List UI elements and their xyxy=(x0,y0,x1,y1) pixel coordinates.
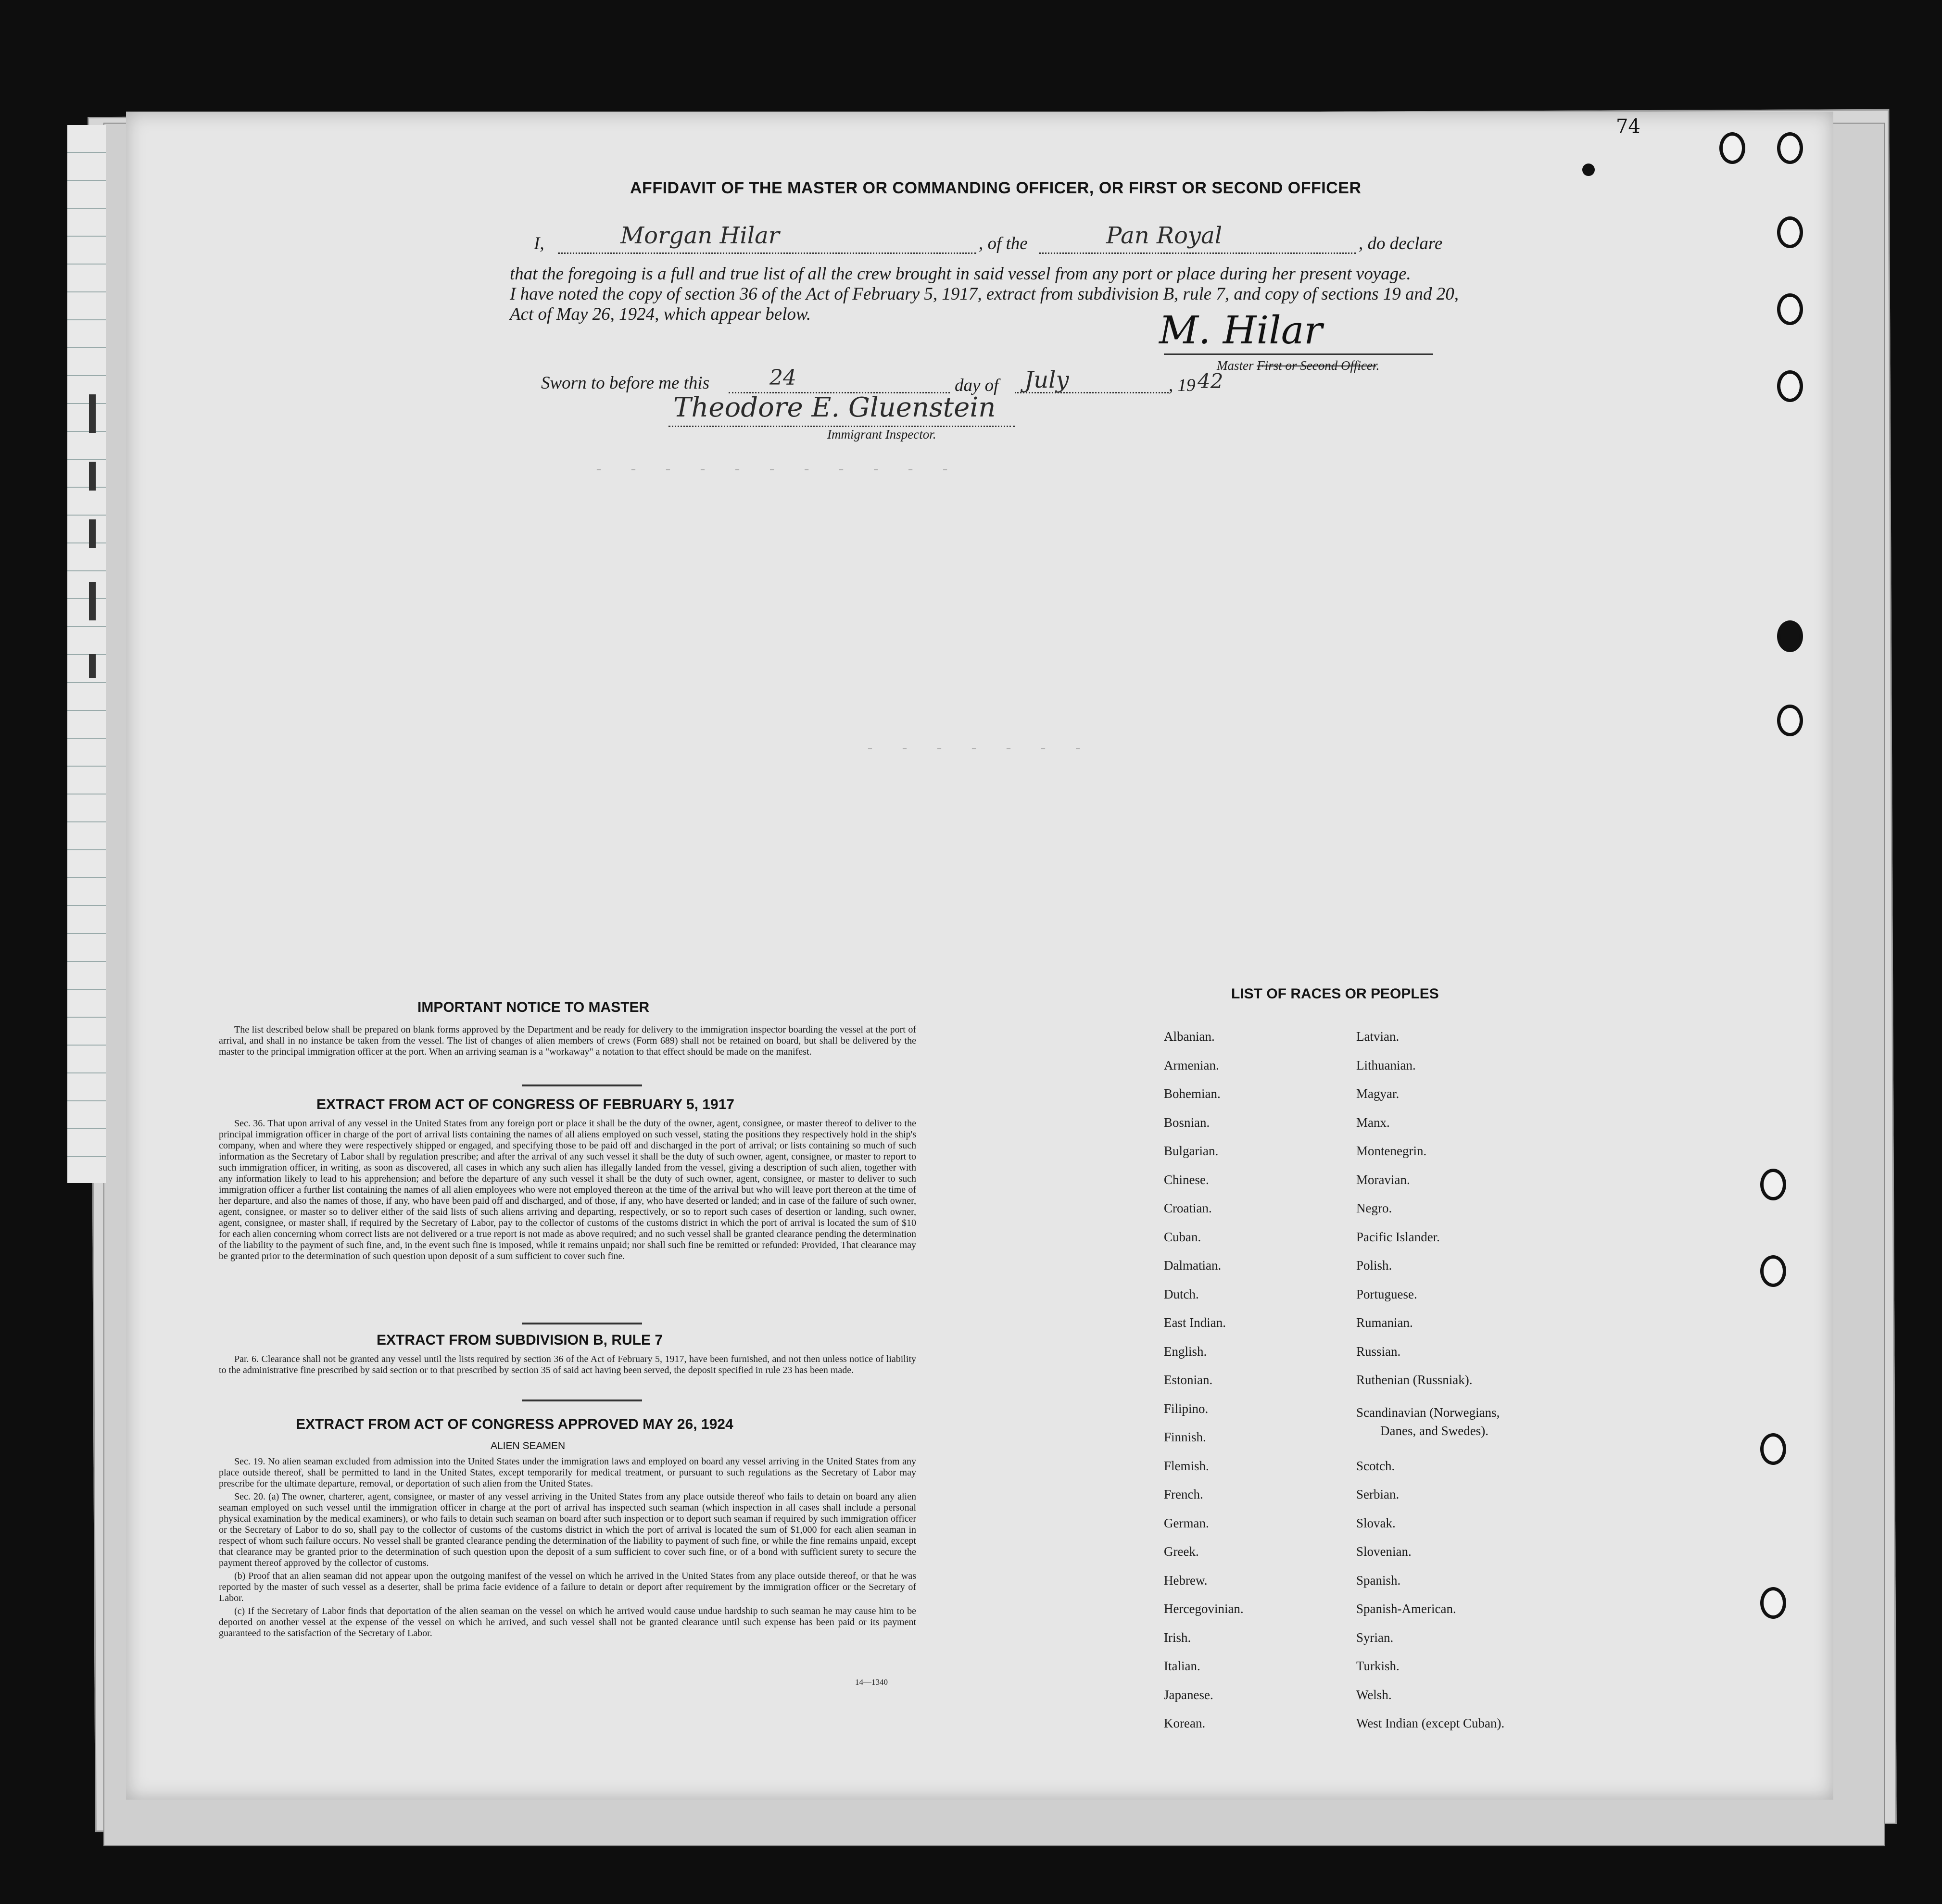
alien-seamen-subtitle: ALIEN SEAMEN xyxy=(491,1440,566,1451)
race-right-item: Spanish. xyxy=(1356,1573,1401,1588)
par-6-paragraph: Par. 6. Clearance shall not be granted any vessel until the lists required by section 36 of the Act of February 5, 1917, have been furnished, and not then unless notice of liability to the administrative fine prescribed by said section or to that prescribed by section 35 of said act having been served, the deposit specified in rule 23 has been made. xyxy=(219,1354,916,1375)
affidavit-line-1: that the foregoing is a full and true list of all the crew brought in said vessel from any port or place during her present voyage. xyxy=(510,264,1411,284)
subdivision-b-body xyxy=(219,1354,916,1378)
affidavit-i: I, xyxy=(534,234,544,253)
race-left-item: Flemish. xyxy=(1164,1459,1209,1473)
race-left-item: Greek. xyxy=(1164,1544,1199,1559)
race-left-item: Chinese. xyxy=(1164,1173,1209,1187)
race-right-item: Montenegrin. xyxy=(1356,1144,1427,1158)
year-prefix: , 19 xyxy=(1169,376,1196,395)
extract-1917-body xyxy=(219,1118,916,1264)
master-signature: M. Hilar xyxy=(1159,308,1323,353)
binding-hole xyxy=(1760,1169,1786,1200)
binding-hole xyxy=(1777,132,1803,164)
binding-hole xyxy=(1760,1433,1786,1465)
bleed-through-text: - - - - - - - - - - - xyxy=(577,462,950,478)
race-left-item: Cuban. xyxy=(1164,1230,1201,1244)
binding-hole xyxy=(1777,370,1803,402)
race-left-item: English. xyxy=(1164,1344,1207,1359)
binding-hole xyxy=(1760,1587,1786,1619)
race-left-item: Croatian. xyxy=(1164,1201,1212,1215)
master-word: Master xyxy=(1217,358,1254,373)
vessel-fill-line xyxy=(1039,252,1356,254)
master-title xyxy=(1217,358,1379,373)
sec-19-paragraph: Sec. 19. No alien seaman excluded from admission into the United States under the immigration laws and employed on board any vessel arriving in the United States from any place outside thereof, shall be permitted to land in the United States, except temporarily for medical treatment, or pursuant to such regulations as the Secretary of Labor may prescribe for the ultimate departure, removal, or deportation of such alien from the United States. xyxy=(219,1456,916,1489)
day-of-label: day of xyxy=(955,376,999,395)
race-left-item: Armenian. xyxy=(1164,1058,1219,1072)
race-right-item: Slovak. xyxy=(1356,1516,1396,1530)
sec-20c-paragraph: (c) If the Secretary of Labor finds that deportation of the alien seaman on the vessel on which he arrived would cause undue hardship to such seaman he may cause him to be deported on another vessel at the expense of the vessel on which he arrived, and such vessel shall not be granted clearance until such expense has been paid or its payment guaranteed to the satisfaction of the Secretary of Labor. xyxy=(219,1606,916,1639)
race-right-item: Scandinavian (Norwegians, xyxy=(1356,1405,1500,1420)
race-right-item: Pacific Islander. xyxy=(1356,1230,1440,1244)
affidavit-title: AFFIDAVIT OF THE MASTER OR COMMANDING OFFICER, OR FIRST OR SECOND OFFICER xyxy=(630,179,1362,197)
notice-body xyxy=(219,1024,916,1059)
race-left-item: Korean. xyxy=(1164,1716,1206,1730)
inspector-title: Immigrant Inspector. xyxy=(827,427,936,441)
race-right-item: Polish. xyxy=(1356,1258,1392,1273)
race-left-item: Irish. xyxy=(1164,1630,1191,1645)
binding-hole xyxy=(1777,620,1803,652)
race-right-item: Ruthenian (Russniak). xyxy=(1356,1373,1473,1387)
race-left-item: Finnish. xyxy=(1164,1430,1206,1444)
race-left-item: Italian. xyxy=(1164,1659,1200,1673)
race-right-item: Magyar. xyxy=(1356,1086,1400,1101)
race-left-item: Estonian. xyxy=(1164,1373,1213,1387)
inspector-signature: Theodore E. Gluenstein xyxy=(673,392,996,423)
sec-36-paragraph: Sec. 36. That upon arrival of any vessel in the United States from any foreign port or place it shall be the duty of the owner, agent, consignee, or master thereof to deliver to the principal immigration officer in charge of the port of arrival lists containing the names of all aliens employed on such vessel, stating the positions they respectively hold in the ship's company, when and where they were respectively shipped or engaged, and specifying those to be paid off and discharged in the port of arrival; or lists containing so much of such information as the Secretary of Labor shall by regulation prescribe; and after the arrival of any such vessel it shall be the duty of such owner, agent, consignee, or master to report to such immigration officer, in writing, as soon as discovered, all cases in which any such alien has illegally landed from the vessel, giving a description of such alien, together with any information likely to lead to his apprehension; and before the departure of any such vessel it shall be the duty of such owner, agent, consignee, or master to deliver to such immigration officer a further list containing the names of all alien employees who were not employed thereon at the time of the arrival but who will leave port thereon at the time of her departure, and also the names of those, if any, who have been paid off and discharged, and of those, if any, who have deserted or landed; and in case of the failure of such owner, agent, consignee, or master so to deliver either of the said lists of such aliens arriving and departing, respectively, or so to report such cases of desertion or landing, such owner, agent, consignee, or master shall, if required by the Secretary of Labor, pay to the collector of customs of the customs district in which the port of arrival is located the sum of $10 for each alien concerning whom correct lists are not delivered or a true report is not made as above required; and no such vessel shall be granted clearance pending the determination of the liability to the payment of such fine, and, in the event such fine is imposed, while it remains unpaid; nor shall such fine be remitted or refunded: Provided, That clearance may be granted prior to the determination of such question upon deposit of a sum sufficient to cover such fine. xyxy=(219,1118,916,1261)
divider xyxy=(522,1400,642,1401)
do-declare-label: , do declare xyxy=(1359,234,1443,253)
binding-hole xyxy=(1777,216,1803,248)
affidavit-line-2: I have noted the copy of section 36 of the Act of February 5, 1917, extract from subdivision B, rule 7, and copy of sections 19 and 20, xyxy=(510,284,1459,304)
race-left-item: Japanese. xyxy=(1164,1688,1213,1702)
divider xyxy=(522,1323,642,1324)
sworn-month: July xyxy=(1024,366,1069,393)
binding-hole xyxy=(1760,1255,1786,1287)
notice-paragraph: The list described below shall be prepared on blank forms approved by the Department and be ready for delivery to the immigration inspector boarding the vessel at the port of arrival, and shall in no instance be taken from the vessel. The list of changes of alien members of crews (Form 689) shall not be retained on board, but shall be delivered by the master to the principal immigration officer at the port. When an arriving seaman is a "workaway" a notation to that effect should be made on the manifest. xyxy=(219,1024,916,1057)
race-right-item: Slovenian. xyxy=(1356,1544,1412,1559)
races-title: LIST OF RACES OR PEOPLES xyxy=(1231,986,1439,1002)
extract-1917-title: EXTRACT FROM ACT OF CONGRESS OF FEBRUARY 5, 1917 xyxy=(316,1097,734,1112)
race-right-item: Russian. xyxy=(1356,1344,1401,1359)
binding-hole xyxy=(1777,705,1803,736)
extract-1924-body xyxy=(219,1456,916,1641)
binding-hole xyxy=(1777,293,1803,325)
race-right-item: Moravian. xyxy=(1356,1173,1410,1187)
sworn-day: 24 xyxy=(769,366,796,390)
binding-hole xyxy=(1719,132,1745,164)
sec-20b-paragraph: (b) Proof that an alien seaman did not appear upon the outgoing manifest of the vessel on which he arrived in the United States from any place outside thereof, or that he was reported by the master of such vessel as a deserter, shall be prima facie evidence of a failure to detain or deport after requirement by the immigration officer or the Secretary of Labor. xyxy=(219,1571,916,1603)
signature-line xyxy=(1164,353,1433,355)
race-right-item: Manx. xyxy=(1356,1115,1390,1130)
race-right-item: Portuguese. xyxy=(1356,1287,1417,1301)
sworn-label: Sworn to before me this xyxy=(541,373,710,393)
affidavit-line-3: Act of May 26, 1924, which appear below. xyxy=(510,304,811,324)
race-right-item: Turkish. xyxy=(1356,1659,1400,1673)
of-the-label: , of the xyxy=(979,234,1028,253)
sec-20a-paragraph: Sec. 20. (a) The owner, charterer, agent, consignee, or master of any vessel arriving in the United States from any place outside thereof who fails to detain on board any alien seaman employed on such vessel until the immigration officer in charge at the port of arrival has inspected such seaman (which inspection in all cases shall include a personal physical examination by the medical examiners), or who fails to detain such seaman on board after such inspection or to deport such seaman if required by such immigration officer or the Secretary of Labor to do so, shall pay to the collector of customs of the customs district in which the port of arrival is located the sum of $1,000 for each alien seaman in respect of whom such failure occurs. No vessel shall be granted clearance pending the determination of the liability to payment of such fine, or while the fine remains unpaid, except that clearance may be granted prior to the determination of such question upon the deposit of a sum sufficient to cover such fine, or of a bond with sufficient surety to secure the payment thereof approved by the collector of customs. xyxy=(219,1491,916,1568)
race-right-item: West Indian (except Cuban). xyxy=(1356,1716,1505,1730)
form-number: 14—1340 xyxy=(855,1677,888,1687)
race-left-item: Hebrew. xyxy=(1164,1573,1208,1588)
struck-officer-title: First or Second Officer xyxy=(1257,358,1376,373)
name-fill-line xyxy=(558,252,976,254)
vessel-name: Pan Royal xyxy=(1106,222,1223,249)
race-left-item: Bulgarian. xyxy=(1164,1144,1219,1158)
race-right-item: Spanish-American. xyxy=(1356,1601,1456,1616)
race-right-item: Rumanian. xyxy=(1356,1315,1413,1330)
left-ledger-strip xyxy=(67,125,106,1183)
master-name: Morgan Hilar xyxy=(620,222,780,249)
race-right-item: Welsh. xyxy=(1356,1688,1392,1702)
sworn-year: 42 xyxy=(1198,369,1223,393)
race-left-item: German. xyxy=(1164,1516,1209,1530)
race-left-item: Dalmatian. xyxy=(1164,1258,1222,1273)
bleed-through-text: - - - - - - - xyxy=(866,741,1083,757)
race-left-item: Bohemian. xyxy=(1164,1086,1221,1101)
race-right-item: Serbian. xyxy=(1356,1487,1400,1501)
race-left-item: East Indian. xyxy=(1164,1315,1226,1330)
race-left-item: Filipino. xyxy=(1164,1401,1209,1416)
corner-mark: 74 xyxy=(1616,115,1640,138)
race-right-item: Danes, and Swedes). xyxy=(1380,1424,1488,1438)
race-left-item: Bosnian. xyxy=(1164,1115,1210,1130)
race-right-item: Negro. xyxy=(1356,1201,1392,1215)
race-left-item: Albanian. xyxy=(1164,1029,1215,1044)
race-left-item: Hercegovinian. xyxy=(1164,1601,1244,1616)
race-right-item: Scotch. xyxy=(1356,1459,1395,1473)
race-left-item: Dutch. xyxy=(1164,1287,1199,1301)
notice-title: IMPORTANT NOTICE TO MASTER xyxy=(417,999,650,1015)
race-right-item: Latvian. xyxy=(1356,1029,1400,1044)
master-title-end: . xyxy=(1376,358,1380,373)
subdivision-b-title: EXTRACT FROM SUBDIVISION B, RULE 7 xyxy=(377,1332,663,1348)
punch-mark xyxy=(1582,164,1595,176)
race-right-item: Syrian. xyxy=(1356,1630,1394,1645)
race-left-item: French. xyxy=(1164,1487,1203,1501)
extract-1924-title: EXTRACT FROM ACT OF CONGRESS APPROVED MAY 26, 1924 xyxy=(296,1416,733,1432)
divider xyxy=(522,1084,642,1086)
race-right-item: Lithuanian. xyxy=(1356,1058,1416,1072)
